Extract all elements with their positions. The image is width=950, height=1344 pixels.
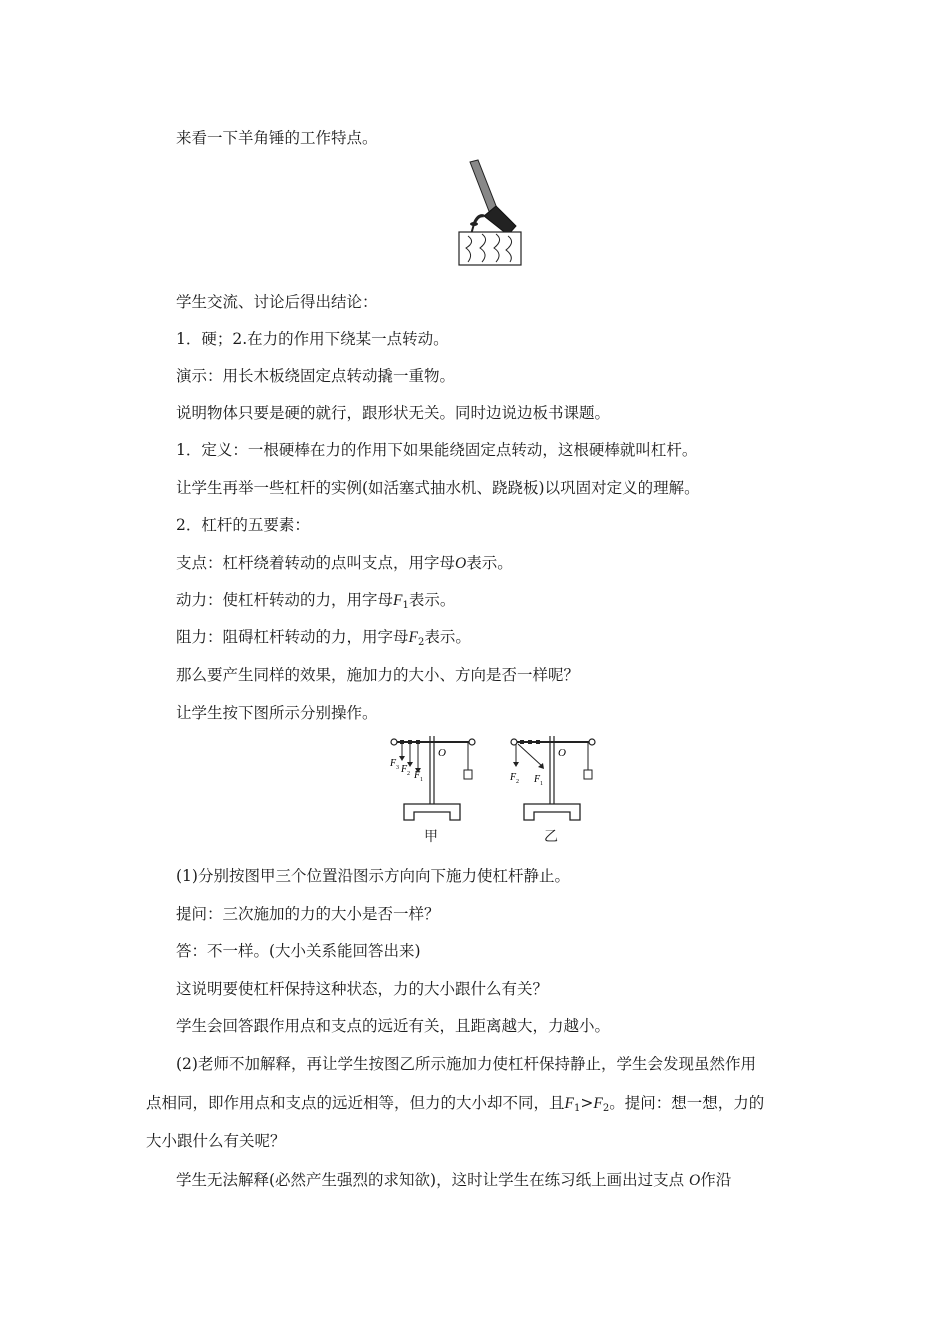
paragraph: 1．定义：一根硬棒在力的作用下如果能绕固定点转动，这根硬棒就叫杠杆。	[176, 441, 698, 459]
force-label: F	[390, 758, 397, 769]
force-label: F	[401, 764, 408, 775]
force-subscript: 3	[396, 765, 399, 771]
force-subscript: 1	[540, 781, 543, 787]
paragraph: 1．硬；2.在力的作用下绕某一点转动。	[176, 330, 449, 348]
force-subscript: 2	[407, 771, 410, 777]
lever-figure-right	[506, 734, 598, 826]
figure-caption: 甲	[424, 829, 438, 845]
pivot-label: O	[558, 747, 566, 759]
paragraph: 这说明要使杠杆保持这种状态，力的大小跟什么有关？	[176, 980, 549, 998]
paragraph: 2．杠杆的五要素：	[176, 516, 310, 534]
paragraph: 动力：使杠杆转动的力，用字母$F_1$表示。	[176, 591, 456, 611]
paragraph: 学生会回答跟作用点和支点的远近有关，且距离越大，力越小。	[176, 1017, 611, 1035]
force-label: F	[414, 770, 421, 781]
paragraph: 学生交流、讨论后得出结论：	[176, 293, 378, 311]
paragraph: 学生无法解释(必然产生强烈的求知欲)，这时让学生在练习纸上画出过支点 O作沿	[176, 1171, 732, 1189]
paragraph: 来看一下羊角锤的工作特点。	[176, 129, 378, 147]
paragraph: (2)老师不加解释，再让学生按图乙所示施加力使杠杆保持静止，学生会发现虽然作用	[176, 1055, 756, 1073]
paragraph: 那么要产生同样的效果，施加力的大小、方向是否一样呢？	[176, 666, 580, 684]
force-subscript: 1	[420, 777, 423, 783]
paragraph: 说明物体只要是硬的就行，跟形状无关。同时边说边板书课题。	[176, 404, 611, 422]
paragraph: (1)分别按图甲三个位置沿图示方向向下施力使杠杆静止。	[176, 867, 570, 885]
paragraph: 让学生再举一些杠杆的实例(如活塞式抽水机、跷跷板)以巩固对定义的理解。	[176, 479, 700, 497]
force-label: F	[510, 772, 517, 783]
paragraph: 提问：三次施加的力的大小是否一样？	[176, 905, 440, 923]
lever-figure-left	[386, 734, 478, 826]
paragraph: 让学生按下图所示分别操作。	[176, 704, 378, 722]
claw-hammer-figure	[456, 158, 526, 268]
paragraph: 阻力：阻碍杠杆转动的力，用字母$F_2$表示。	[176, 628, 471, 648]
force-label: F	[534, 774, 541, 785]
paragraph: 大小跟什么有关呢？	[146, 1132, 286, 1150]
force-subscript: 2	[516, 779, 519, 785]
figure-caption: 乙	[544, 829, 558, 845]
paragraph: 点相同，即作用点和支点的远近相等，但力的大小却不同，且$F_1>F_2$。提问：想一想，力的	[146, 1094, 765, 1114]
paragraph: 支点：杠杆绕着转动的点叫支点，用字母O表示。	[176, 554, 513, 572]
paragraph: 答：不一样。(大小关系能回答出来)	[176, 942, 421, 960]
paragraph: 演示：用长木板绕固定点转动撬一重物。	[176, 367, 456, 385]
pivot-label: O	[438, 747, 446, 759]
